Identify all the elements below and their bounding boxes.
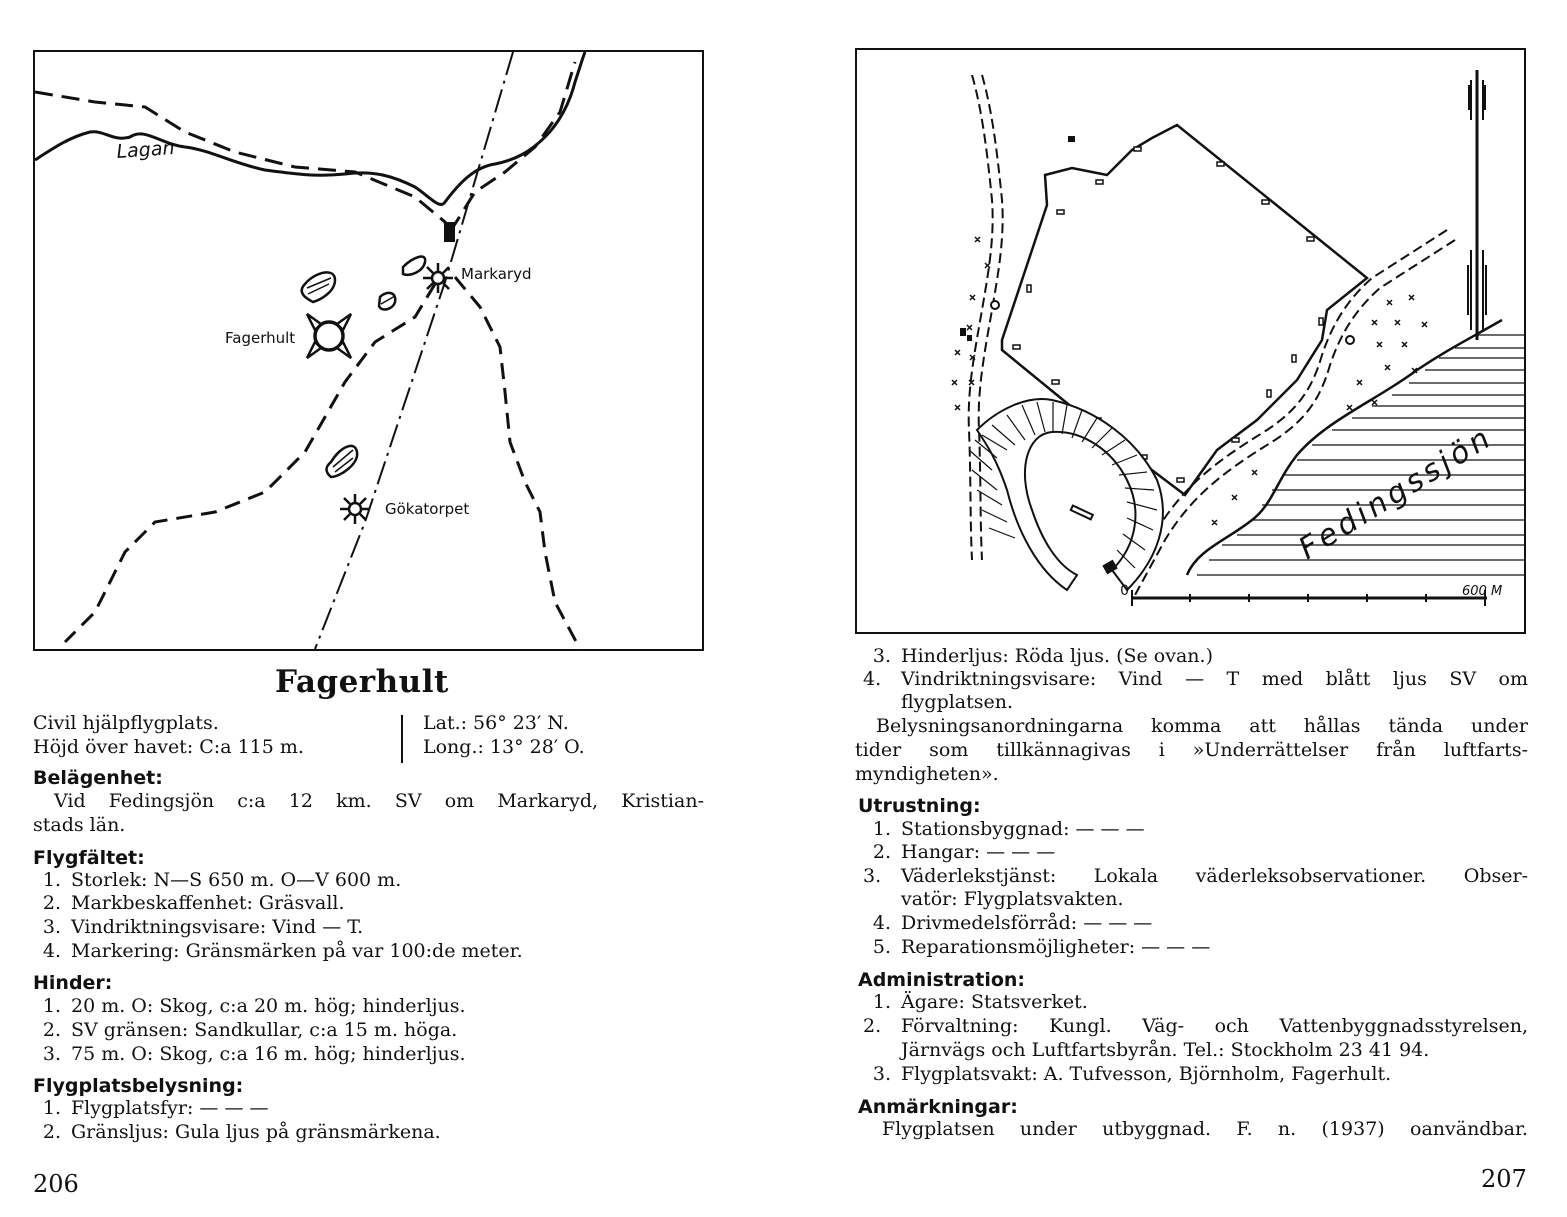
gokatorpet-label: Gökatorpet bbox=[385, 500, 470, 518]
list-item: 2. Förvaltning: Kungl. Väg- och Vattenbyggnadsstyrelsen, bbox=[863, 1015, 1528, 1037]
list-item-continuation: flygplatsen. bbox=[901, 691, 1014, 713]
section-heading-belagenhet: Belägenhet: bbox=[33, 767, 163, 789]
list-item: 1. Ägare: Statsverket. bbox=[872, 991, 1088, 1013]
north-arrow bbox=[1468, 70, 1486, 340]
section-heading-utrustning: Utrustning: bbox=[858, 795, 981, 817]
list-item: 2. Markbeskaffenhet: Gräsvall. bbox=[42, 892, 345, 914]
section-heading-hinder: Hinder: bbox=[33, 972, 113, 994]
latitude: Lat.: 56° 23′ N. bbox=[423, 712, 569, 734]
fagerhult-airfield-symbol bbox=[307, 314, 351, 358]
airfield-title: Fagerhult bbox=[275, 664, 449, 700]
scale-bar bbox=[1132, 590, 1487, 606]
road-northeast bbox=[450, 62, 575, 232]
list-item: 1. Stationsbyggnad: — — — bbox=[872, 818, 1145, 840]
airfield-plan-map bbox=[855, 48, 1526, 634]
list-item: 1. Flygplatsfyr: — — — bbox=[42, 1097, 269, 1119]
left-page bbox=[0, 0, 783, 1217]
info-divider bbox=[401, 715, 403, 763]
list-item: 1. Storlek: N—S 650 m. O—V 600 m. bbox=[42, 869, 402, 891]
section-heading-flygplatsbelysning: Flygplatsbelysning: bbox=[33, 1075, 244, 1097]
right-page bbox=[784, 0, 1567, 1217]
lake-1 bbox=[302, 272, 335, 302]
markaryd-label: Markaryd bbox=[461, 265, 532, 283]
lighting-paragraph-line-2: tider som tillkännagivas i »Underrättelser från luftfarts- bbox=[855, 739, 1528, 761]
road-east bbox=[1127, 230, 1447, 585]
markaryd-symbol bbox=[423, 263, 453, 293]
fagerhult-label: Fagerhult bbox=[225, 329, 296, 347]
sand-hills bbox=[977, 399, 1163, 590]
remarks-text: Flygplatsen under utbyggnad. F. n. (1937) oanvändbar. bbox=[882, 1118, 1528, 1140]
list-item: 4. Markering: Gränsmärken på var 100:de meter. bbox=[42, 940, 523, 962]
list-item: 1. 20 m. O: Skog, c:a 20 m. hög; hinderljus. bbox=[42, 995, 466, 1017]
river-lagan bbox=[35, 52, 585, 204]
lake-label: Fedingssjön bbox=[1292, 419, 1500, 567]
list-item: 3. Vindriktningsvisare: Vind — T. bbox=[42, 916, 364, 938]
scale-label-end: 600 M bbox=[1462, 584, 1503, 599]
altitude: Höjd över havet: C:a 115 m. bbox=[33, 736, 304, 758]
list-item: 2. Gränsljus: Gula ljus på gränsmärkena. bbox=[42, 1121, 441, 1143]
section-heading-anmarkningar: Anmärkningar: bbox=[858, 1096, 1018, 1118]
list-item: 3. Flygplatsvakt: A. Tufvesson, Björnholm, Fagerhult. bbox=[872, 1063, 1392, 1085]
road-west bbox=[969, 75, 993, 560]
list-item: 3. Väderlekstjänst: Lokala väderleksobservationer. Obser- bbox=[863, 865, 1528, 887]
list-item: 2. Hangar: — — — bbox=[872, 841, 1056, 863]
location-map-drawing bbox=[35, 52, 702, 649]
lighting-paragraph-line-3: myndigheten». bbox=[855, 763, 999, 785]
road-southeast bbox=[455, 277, 580, 649]
markaryd-block bbox=[444, 222, 455, 242]
gokatorpet-symbol bbox=[340, 494, 370, 524]
list-item-continuation: Järnvägs och Luftfartsbyrån. Tel.: Stockholm 23 41 94. bbox=[901, 1039, 1430, 1061]
page-number-right: 207 bbox=[1481, 1165, 1527, 1193]
list-item: 4. Vindriktningsvisare: Vind — T med blått ljus SV om bbox=[863, 668, 1528, 690]
section-heading-administration: Administration: bbox=[858, 969, 1026, 991]
longitude: Long.: 13° 28′ O. bbox=[423, 736, 585, 758]
lake-2 bbox=[403, 257, 425, 275]
location-map bbox=[33, 50, 704, 651]
list-item: 3. 75 m. O: Skog, c:a 16 m. hög; hinderljus. bbox=[42, 1043, 466, 1065]
list-item: 3. Hinderljus: Röda ljus. (Se ovan.) bbox=[872, 645, 1213, 667]
list-item-continuation: vatör: Flygplatsvakten. bbox=[901, 888, 1124, 910]
scale-label-start: 0 bbox=[1120, 583, 1129, 599]
list-item: 5. Reparationsmöjligheter: — — — bbox=[872, 936, 1211, 958]
airfield-plan-drawing bbox=[857, 50, 1524, 632]
belagenhet-line-2: stads län. bbox=[33, 814, 126, 836]
airfield-type: Civil hjälpflygplats. bbox=[33, 712, 219, 734]
belagenhet-line-1: Vid Fedingsjön c:a 12 km. SV om Markaryd, Kristian- bbox=[54, 790, 704, 812]
section-heading-flygfaltet: Flygfältet: bbox=[33, 847, 145, 869]
lighting-paragraph-line-1: Belysningsanordningarna komma att hållas tända under bbox=[876, 715, 1528, 737]
river-label: Lagan bbox=[115, 136, 176, 163]
list-item: 4. Drivmedelsförråd: — — — bbox=[872, 912, 1153, 934]
page-number-left: 206 bbox=[33, 1170, 79, 1198]
list-item: 2. SV gränsen: Sandkullar, c:a 15 m. höga. bbox=[42, 1019, 458, 1041]
